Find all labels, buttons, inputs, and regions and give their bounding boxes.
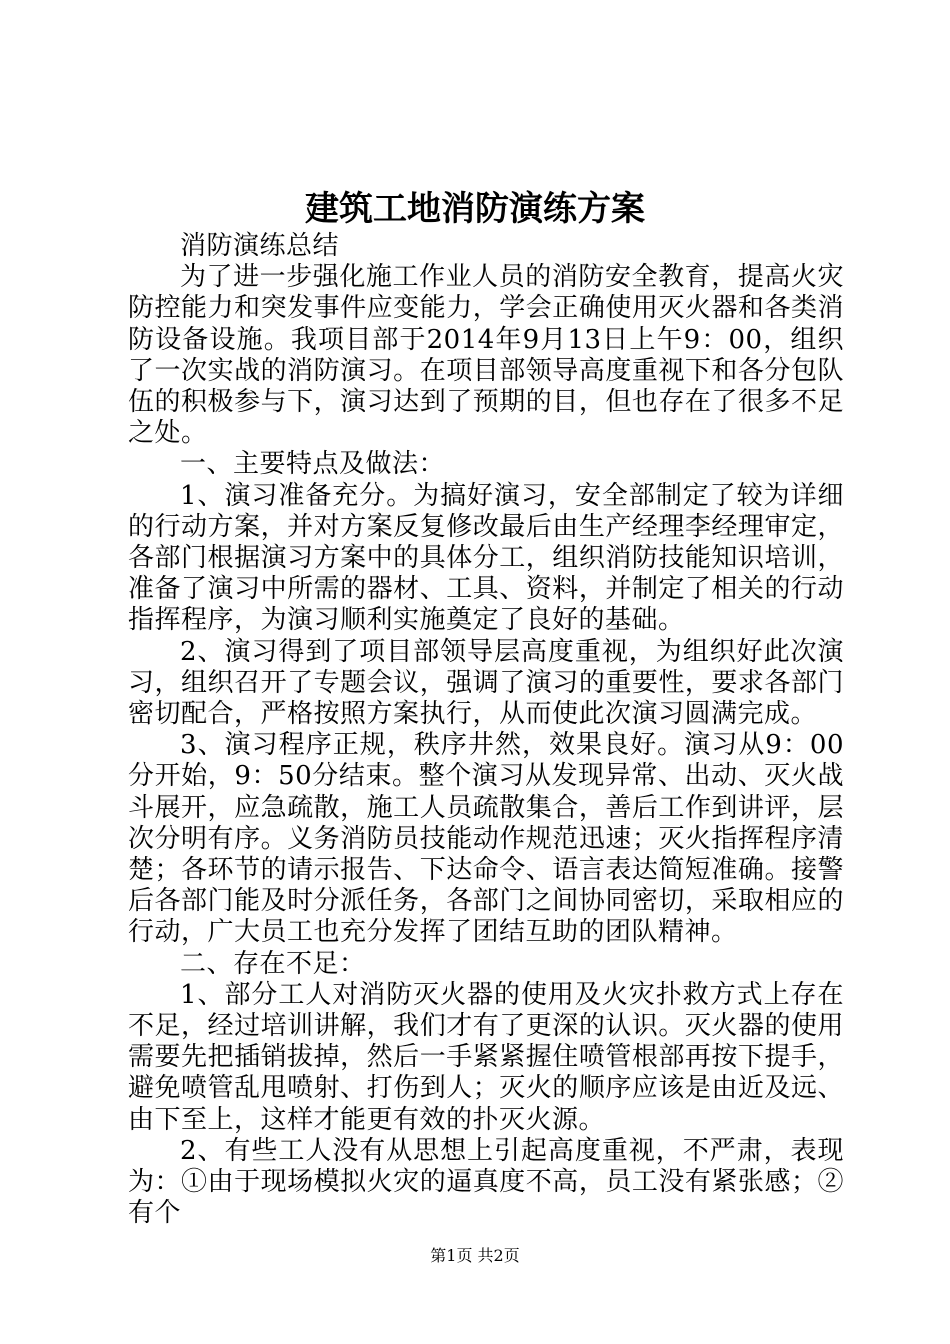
paragraph-shortcoming-1: 1、部分工人对消防灭火器的使用及火灾扑救方式上存在不足，经过培训讲解，我们才有了更深的认识。灭火器的使用需要先把插销拔掉，然后一手紧紧握住喷管根部再按下提手，避免喷管乱甩喷射、打伤到人；灭火的顺序应该是由近及远、由下至上，这样才能更有效的扑灭火源。 (128, 979, 844, 1135)
section-heading-features: 一、主要特点及做法： (180, 449, 446, 480)
paragraph-feature-3: 3、演习程序正规，秩序井然，效果良好。演习从9：00分开始，9：50分结束。整个演习从发现异常、出动、灭火战斗展开，应急疏散，施工人员疏散集合，善后工作到讲评，层次分明有序。义务消防员技能动作规范迅速；灭火指挥程序清楚；各环节的请示报告、下达命令、语言表达简短准确。接警后各部门能及时分派任务，各部门之间协同密切，采取相应的行动，广大员工也充分发挥了团结互助的团队精神。 (128, 730, 844, 948)
document-body (128, 231, 844, 1230)
paragraph-subtitle: 消防演练总结 (180, 231, 340, 261)
section-heading-shortcomings: 二、存在不足： (180, 948, 366, 979)
page-footer: 第1页 共2页 (430, 1246, 520, 1265)
document-title: 建筑工地消防演练方案 (305, 189, 645, 229)
paragraph-shortcoming-2: 2、有些工人没有从思想上引起高度重视，不严肃，表现为：①由于现场模拟火灾的逼真度不高，员工没有紧张感；②有个 (128, 1135, 844, 1229)
paragraph-feature-1: 1、演习准备充分。为搞好演习，安全部制定了较为详细的行动方案，并对方案反复修改最后由生产经理李经理审定，各部门根据演习方案中的具体分工，组织消防技能知识培训，准备了演习中所需的器材、工具、资料，并制定了相关的行动指挥程序，为演习顺利实施奠定了良好的基础。 (128, 480, 844, 636)
paragraph-feature-2: 2、演习得到了项目部领导层高度重视，为组织好此次演习，组织召开了专题会议，强调了演习的重要性，要求各部门密切配合，严格按照方案执行，从而使此次演习圆满完成。 (128, 636, 844, 730)
paragraph-intro: 为了进一步强化施工作业人员的消防安全教育，提高火灾防控能力和突发事件应变能力，学会正确使用灭火器和各类消防设备设施。我项目部于2014年9月13日上午9：00，组织了一次实战的消防演习。在项目部领导高度重视下和各分包队伍的积极参与下，演习达到了预期的目，但也存在了很多不足之处。 (128, 262, 844, 449)
